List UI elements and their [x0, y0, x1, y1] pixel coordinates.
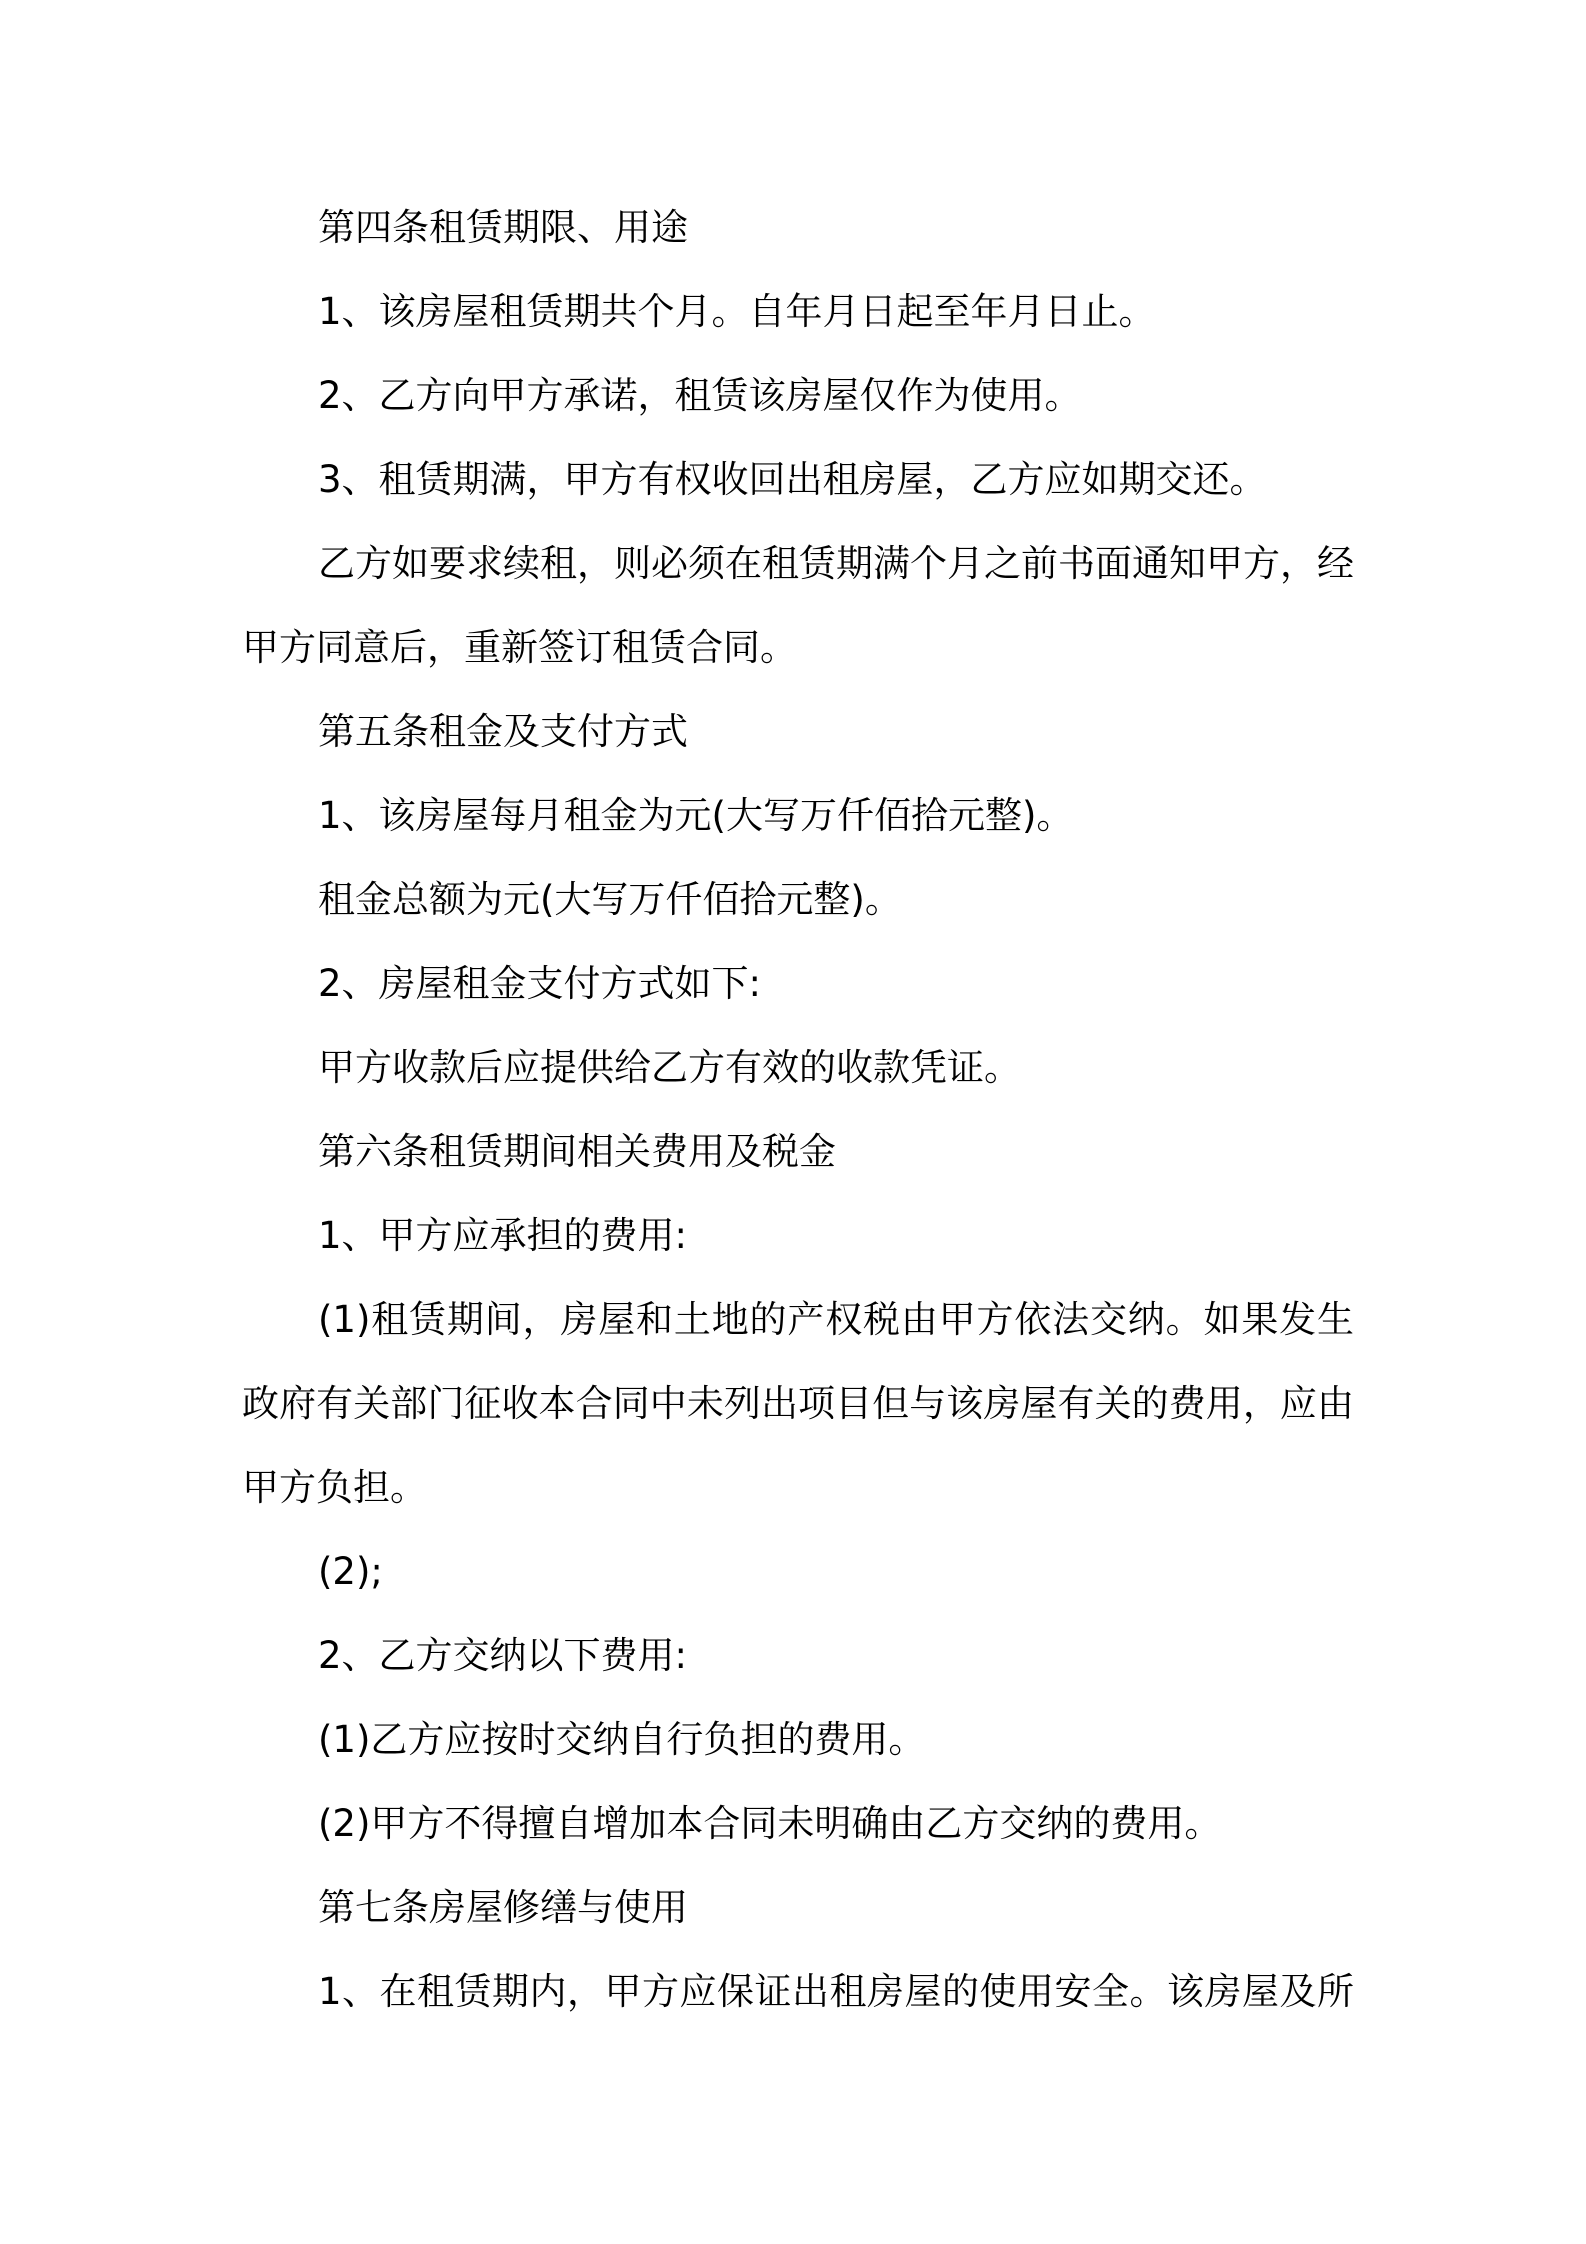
paragraph-line: (1)租赁期间，房屋和土地的产权税由甲方依法交纳。如果发生 [318, 1298, 1354, 1341]
paragraph-line: 1、甲方应承担的费用: [318, 1214, 688, 1257]
article-5-heading: 第五条租金及支付方式 [318, 710, 688, 753]
paragraph-line: (2); [318, 1550, 383, 1593]
paragraph-line: 乙方如要求续租，则必须在租赁期满个月之前书面通知甲方，经 [318, 542, 1354, 585]
paragraph-line: 2、房屋租金支付方式如下: [318, 962, 762, 1005]
paragraph-line: 2、乙方向甲方承诺，租赁该房屋仅作为使用。 [318, 374, 1082, 417]
paragraph-line: 1、在租赁期内，甲方应保证出租房屋的使用安全。该房屋及所 [318, 1970, 1354, 2013]
paragraph-line: 政府有关部门征收本合同中未列出项目但与该房屋有关的费用，应由 [242, 1382, 1354, 1425]
paragraph-line: 2、乙方交纳以下费用: [318, 1634, 688, 1677]
paragraph-line: (2)甲方不得擅自增加本合同未明确由乙方交纳的费用。 [318, 1802, 1222, 1845]
paragraph-line: 1、该房屋租赁期共个月。自年月日起至年月日止。 [318, 290, 1156, 333]
paragraph-line: 3、租赁期满，甲方有权收回出租房屋，乙方应如期交还。 [318, 458, 1267, 501]
article-6-heading: 第六条租赁期间相关费用及税金 [318, 1130, 836, 1173]
paragraph-line: (1)乙方应按时交纳自行负担的费用。 [318, 1718, 926, 1761]
paragraph-line: 甲方收款后应提供给乙方有效的收款凭证。 [318, 1046, 1021, 1089]
paragraph-line: 甲方负担。 [242, 1466, 427, 1509]
paragraph-line: 1、该房屋每月租金为元(大写万仟佰拾元整)。 [318, 794, 1074, 837]
paragraph-line: 甲方同意后，重新签订租赁合同。 [242, 626, 797, 669]
paragraph-line: 租金总额为元(大写万仟佰拾元整)。 [318, 878, 902, 921]
article-4-heading: 第四条租赁期限、用途 [318, 206, 688, 249]
article-7-heading: 第七条房屋修缮与使用 [318, 1886, 688, 1929]
